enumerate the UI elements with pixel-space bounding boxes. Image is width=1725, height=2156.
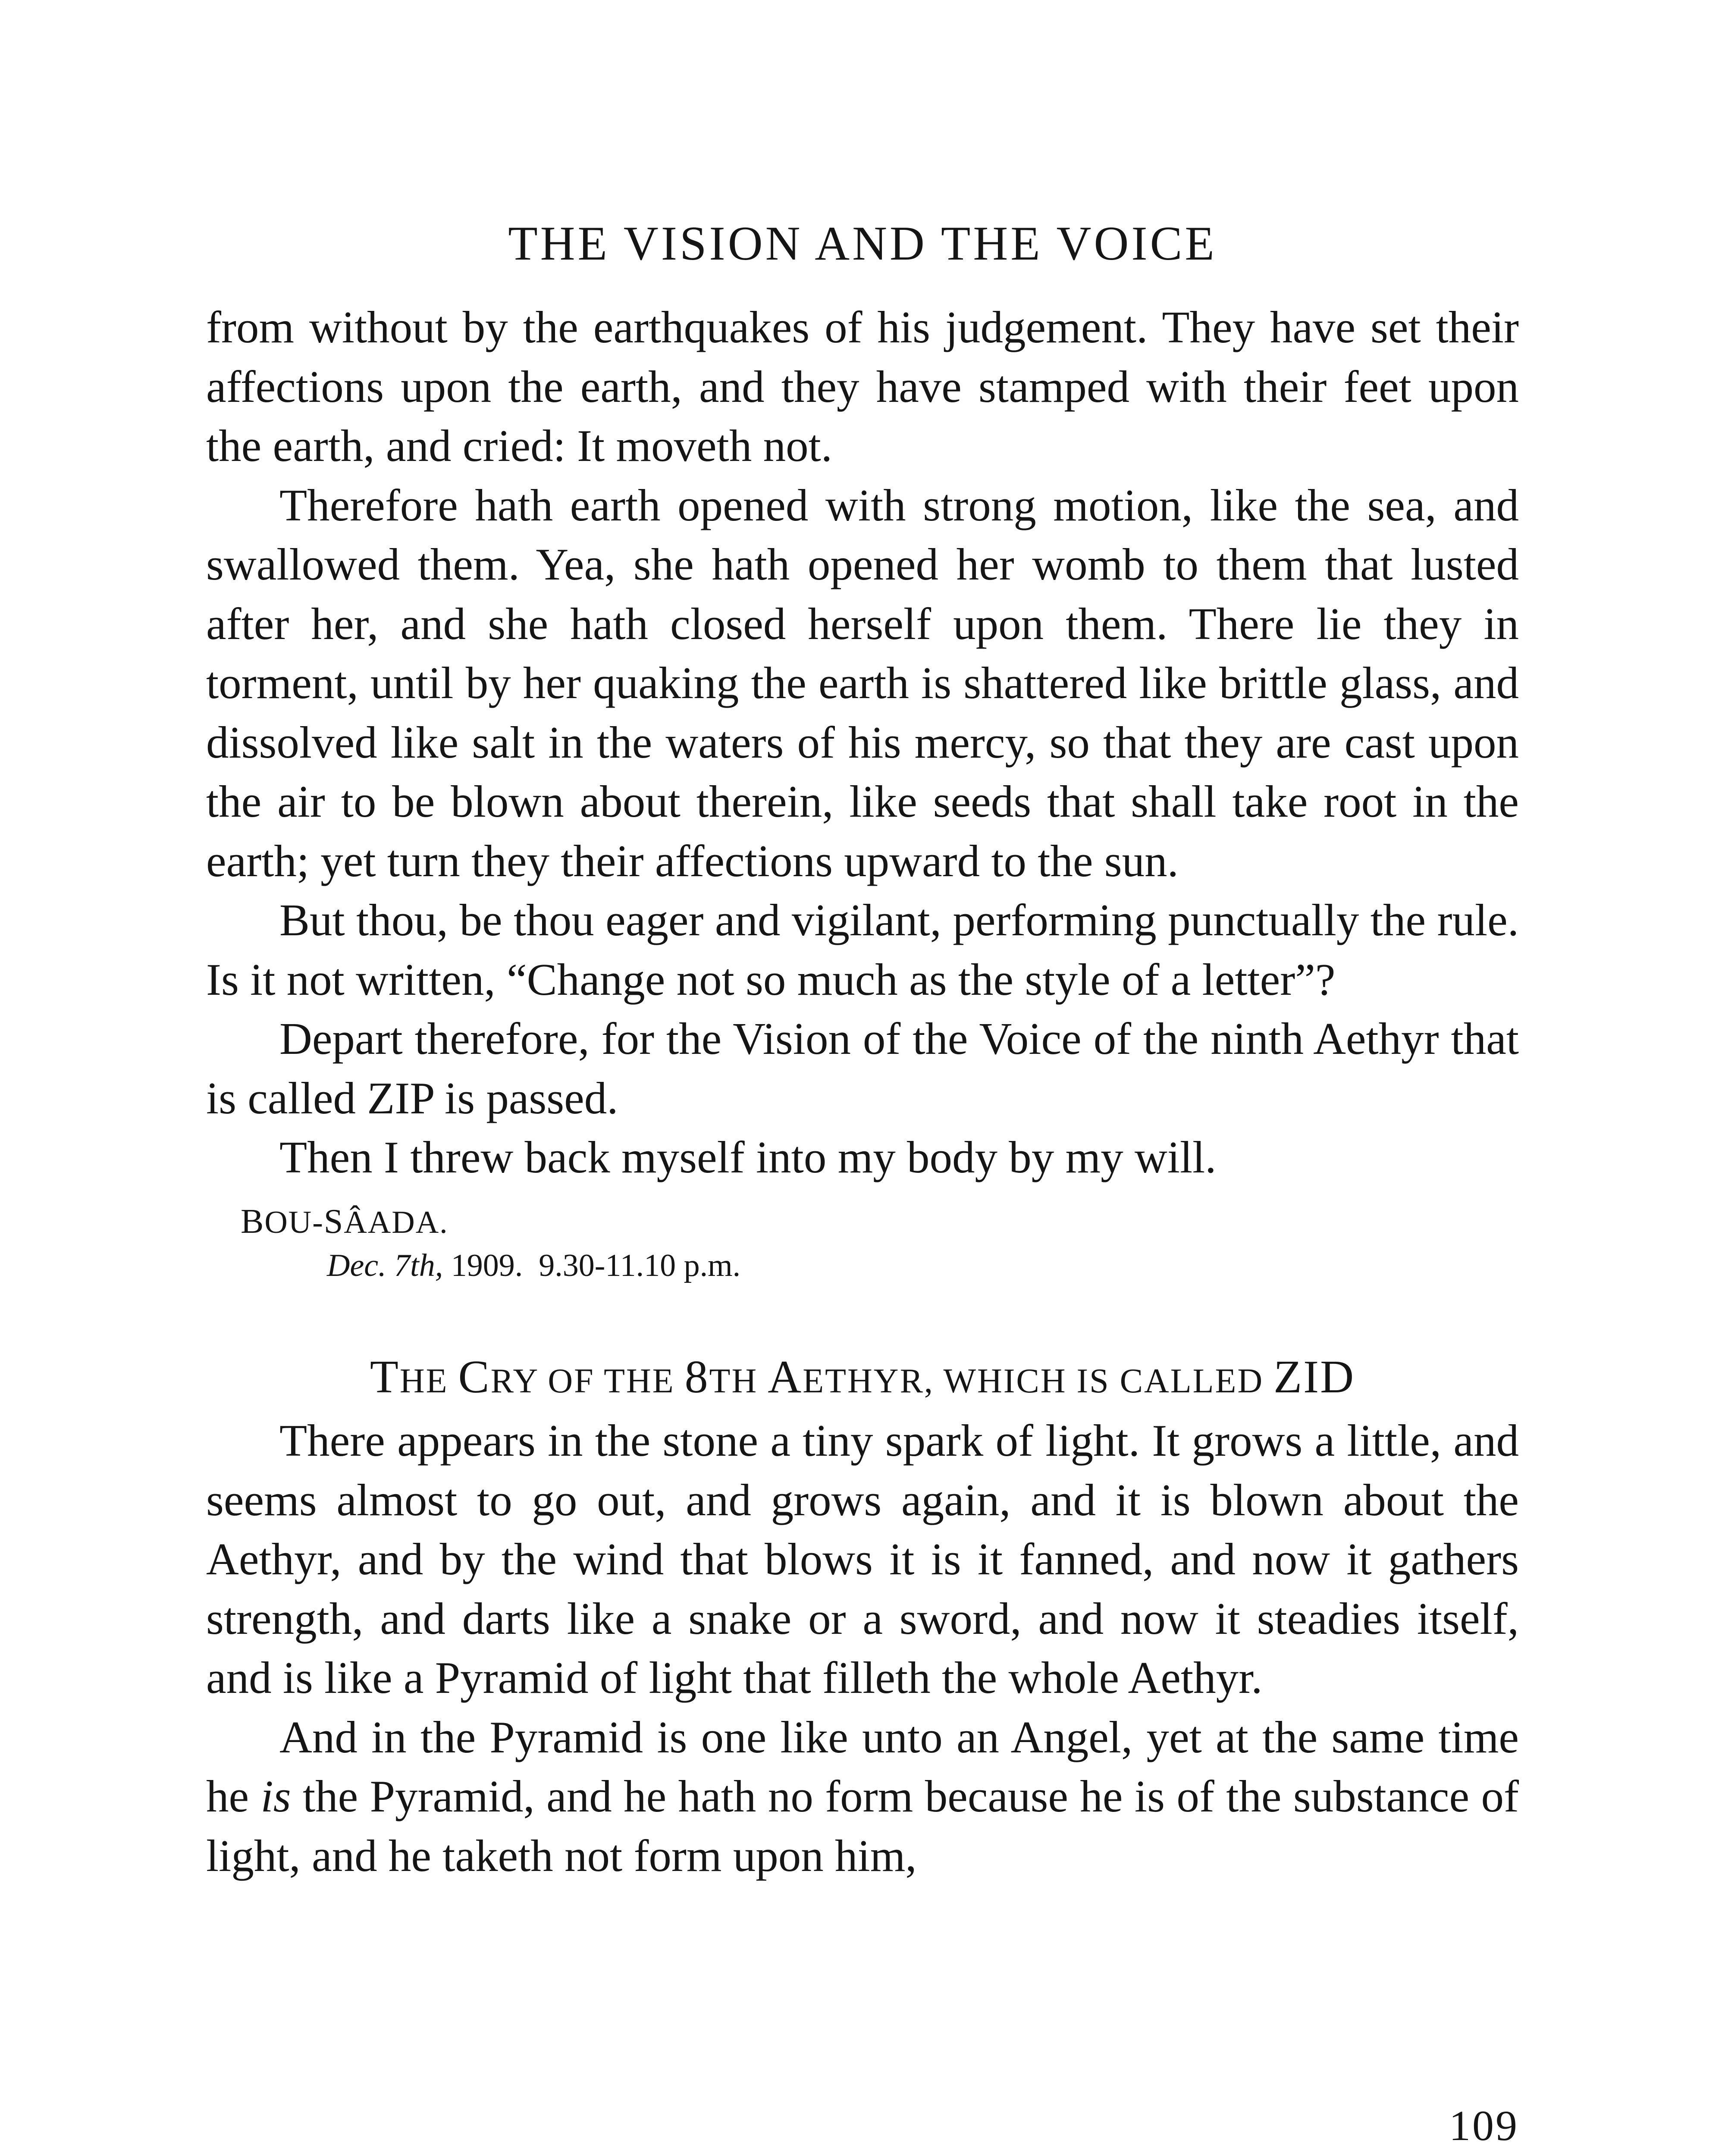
section-heading: THE CRY OF THE 8TH AETHYR, WHICH IS CALLED ZID bbox=[370, 1351, 1355, 1403]
paragraph-be-vigilant: But thou, be thou eager and vigilant, performing punctually the rule. Is it not written, “Change not so much as the style of a letter”? bbox=[206, 895, 1519, 1005]
aethyr-name: ZID bbox=[1273, 1351, 1355, 1403]
paragraph-continuation: from without by the earthquakes of his judgement. They have set their affections upon the earth, and they have stamped with their feet upon the earth, and cried: It moveth not. bbox=[206, 302, 1519, 471]
place-signature bbox=[241, 1200, 1519, 1244]
paragraph-depart: Depart therefore, for the Vision of the Voice of the ninth Aethyr that is called ZIP is passed. bbox=[206, 1013, 1519, 1123]
date-day: Dec. 7th, bbox=[327, 1247, 443, 1283]
place-rest: OU- bbox=[264, 1204, 324, 1240]
place-initial: B bbox=[241, 1202, 265, 1241]
paragraph-earth-opened: Therefore hath earth opened with strong motion, like the sea, and swallowed them. Yea, she hath opened her womb to them that lusted after her, and she hath closed herself upon them. There lie they in torment, until by her quaking the earth is shattered like brittle glass, and dissolved like salt in the waters of his mercy, so that they are cast upon the air to be blown about therein, like seeds that shall take root in the earth; yet turn they their affections upward to the sun. bbox=[206, 479, 1519, 886]
date-year: 1909. bbox=[451, 1247, 523, 1283]
running-title: THE VISION AND THE VOICE bbox=[508, 217, 1217, 270]
paragraph-return-to-body: Then I threw back myself into my body by my will. bbox=[279, 1132, 1217, 1182]
place-rest-2: ÂADA. bbox=[344, 1204, 448, 1240]
italic-is: is bbox=[260, 1771, 291, 1821]
page-body bbox=[206, 298, 1519, 1885]
paragraph-angel-in-pyramid: And in the Pyramid is one like unto an Angel, yet at the same time he is the Pyramid, and he hath no form because he is of the substance of light, and he taketh not form upon him, bbox=[206, 1711, 1519, 1881]
date-time: 9.30-11.10 p.m. bbox=[539, 1247, 741, 1283]
place-initial-2: S bbox=[323, 1202, 344, 1241]
paragraph-spark-of-light: There appears in the stone a tiny spark of light. It grows a little, and seems almost to go out, and grows again, and it is blown about the Aethyr, and by the wind that blows it is it fanned, and now it gathers strength, and darts like a snake or a sword, and now it steadies itself, and is like a Pyramid of light that filleth the whole Aethyr. bbox=[206, 1415, 1519, 1703]
date-line bbox=[327, 1244, 1519, 1287]
page-number: 109 bbox=[1449, 2102, 1519, 2150]
